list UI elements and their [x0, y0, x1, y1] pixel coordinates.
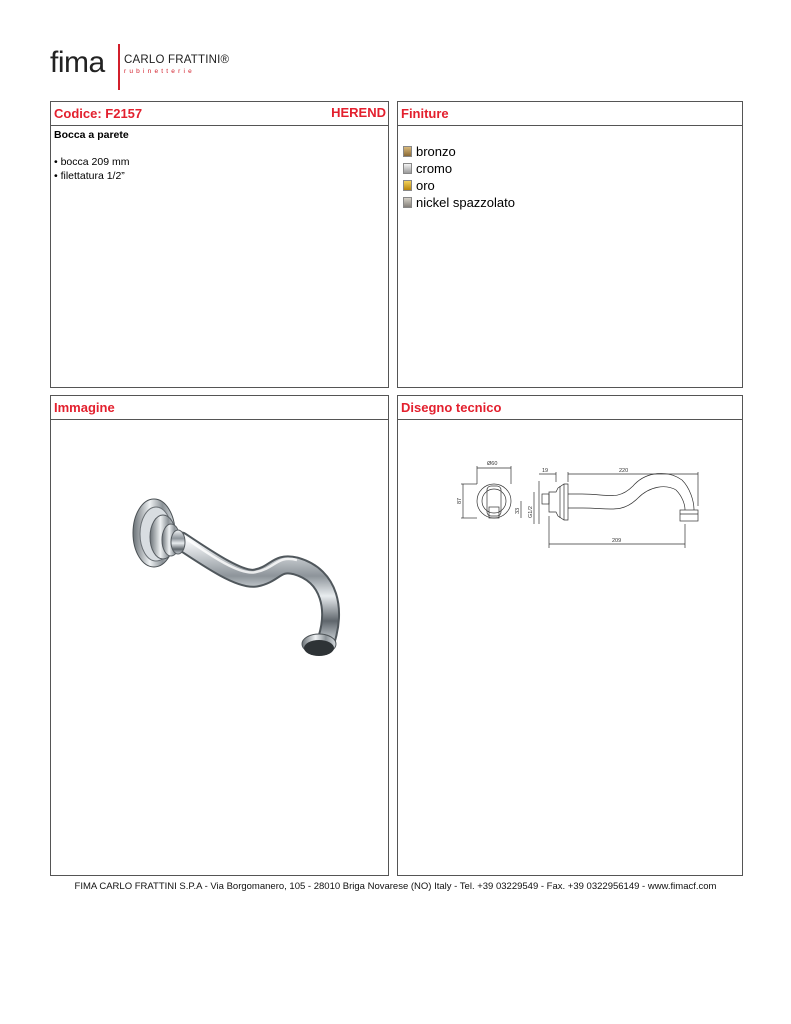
technical-drawing-panel	[397, 395, 743, 876]
dim-d209: 209	[612, 538, 622, 544]
dim-d220: 220	[619, 468, 629, 474]
spec-item: • bocca 209 mm	[54, 156, 130, 168]
finishes-list	[403, 143, 515, 211]
finish-label: cromo	[416, 161, 453, 176]
product-info-panel	[50, 101, 389, 388]
company-logo	[50, 44, 250, 92]
drawing-panel-title: Disegno tecnico	[401, 400, 502, 415]
finish-label: nickel spazzolato	[416, 195, 515, 210]
dim-d19: 19	[542, 468, 549, 474]
finish-label: oro	[416, 178, 435, 193]
finish-swatch-icon	[403, 180, 412, 191]
product-description: Bocca a parete	[54, 129, 129, 141]
footer-address: FIMA CARLO FRATTINI S.P.A - Via Borgomanero, 105 - 28010 Briga Novarese (NO) Italy - Tel. +39 03229549 - Fax. +39 0322956149 - www.fimacf.com	[74, 881, 717, 892]
dim-d60: Ø60	[487, 461, 498, 467]
logo-brand-text: CARLO FRATTINI®	[124, 54, 230, 66]
technical-drawing	[398, 396, 744, 877]
product-info-header	[51, 102, 388, 126]
dim-d87: 87	[457, 497, 463, 504]
finish-swatch-icon	[403, 197, 412, 208]
product-spec-list	[54, 155, 129, 183]
finish-item	[403, 194, 515, 211]
finish-swatch-icon	[403, 163, 412, 174]
finishes-header	[398, 102, 742, 126]
finishes-panel	[397, 101, 743, 388]
image-panel	[50, 395, 389, 876]
product-photo	[51, 396, 390, 877]
dim-d33: 33	[515, 507, 521, 514]
logo-subtitle: rubinetterie	[124, 68, 195, 75]
product-series: HEREND	[331, 105, 386, 120]
finishes-title: Finiture	[401, 106, 449, 121]
logo-fima-text: fima	[50, 46, 105, 79]
logo-divider	[118, 44, 120, 90]
finish-swatch-icon	[403, 146, 412, 157]
image-panel-title: Immagine	[54, 400, 115, 415]
finish-item	[403, 143, 515, 160]
spec-item: • filettatura 1/2”	[54, 170, 125, 182]
finish-item	[403, 177, 515, 194]
product-code: Codice: F2157	[54, 106, 143, 121]
dim-g12: G1/2	[528, 506, 534, 518]
finish-label: bronzo	[416, 144, 456, 159]
finish-item	[403, 160, 515, 177]
